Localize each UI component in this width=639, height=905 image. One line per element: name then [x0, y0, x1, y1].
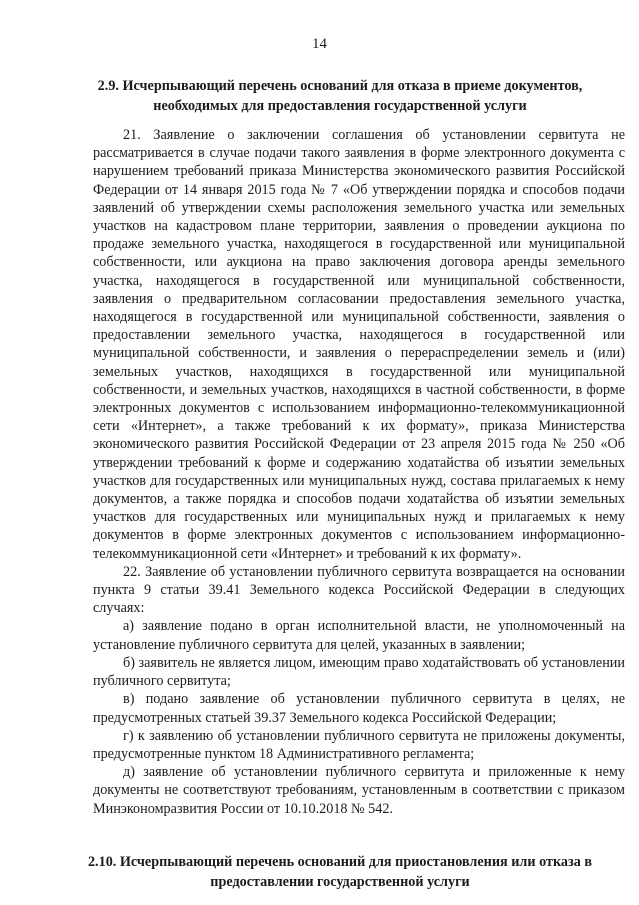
list-item-a: а) заявление подано в орган исполнительной власти, не уполномоченный на установление публичного сервитута для целей, указанных в заявлении; — [93, 618, 625, 653]
section-heading-2-10: 2.10. Исчерпывающий перечень оснований для приостановления или отказа в предоставлении государственной услуги — [87, 854, 593, 890]
list-item-b: б) заявитель не является лицом, имеющим право ходатайствовать об установлении публичного сервитута; — [93, 654, 625, 690]
section-heading-2-9: 2.9. Исчерпывающий перечень оснований для отказа в приеме документов, необходимых для предоставления государственной услуги — [97, 78, 583, 114]
list-item-g: г) к заявлению об установлении публичного сервитута не приложены документы, предусмотренные пунктом 18 Административного регламента; — [93, 727, 625, 762]
list-item-d: д) заявление об установлении публичного сервитута и приложенные к нему документы не соответствуют требованиям, установленным в соответствии с приказом Минэкономразвития России от 10.10.2018 № 542. — [93, 764, 625, 817]
paragraph-22: 22. Заявление об установлении публичного сервитута возвращается на основании пункта 9 статьи 39.41 Земельного кодекса Российской Федерации в следующих случаях: — [93, 563, 625, 617]
list-item-v: в) подано заявление об установлении публичного сервитута в целях, не предусмотренных статьей 39.37 Земельного кодекса Российской Федерации; — [93, 691, 625, 726]
document-body — [93, 126, 625, 818]
paragraph-21: 21. Заявление о заключении соглашения об установлении сервитута не рассматривается в случае подачи такого заявления в форме электронного документа с нарушением требований приказа Министерства экономического развития Российской Федерации от 14 января 2015 года № 7 «Об утверждении порядка и способов подачи заявлений об утверждении схемы расположения земельного участка или земельных участков на кадастровом плане территории, заявления о проведении аукциона по продаже земельного участка, находящегося в государственной или муниципальной собственности, или аукциона на право заключения договора аренды земельного участка, находящегося в государственной или муниципальной собственности, заявления о предварительном согласовании предоставления земельного участка, находящегося в государственной или муниципальной собственности, заявления о предоставлении земельного участка, находящегося в государственной или муниципальной собственности, и заявления о перераспределении земель и (или) земельных участков, находящихся в государственной или муниципальной собственности, и земельных участков, находящихся в частной собственности, в форме электронных документов с использованием информационно-телекоммуникационной сети «Интернет», а также требований к их формату», приказа Министерства экономического развития Российской Федерации от 23 апреля 2015 года № 250 «Об утверждении требований к форме и содержанию ходатайства об изъятии земельных участков для государственных или муниципальных нужд, состава прилагаемых к нему документов, а также порядка и способов подачи ходатайства об изъятии земельных участков для государственных или муниципальных нужд и прилагаемых к нему документов в форме электронных документов с использованием информационно-телекоммуникационной сети «Интернет» и требований к их формату». — [93, 127, 625, 562]
page-number: 14 — [312, 36, 327, 52]
